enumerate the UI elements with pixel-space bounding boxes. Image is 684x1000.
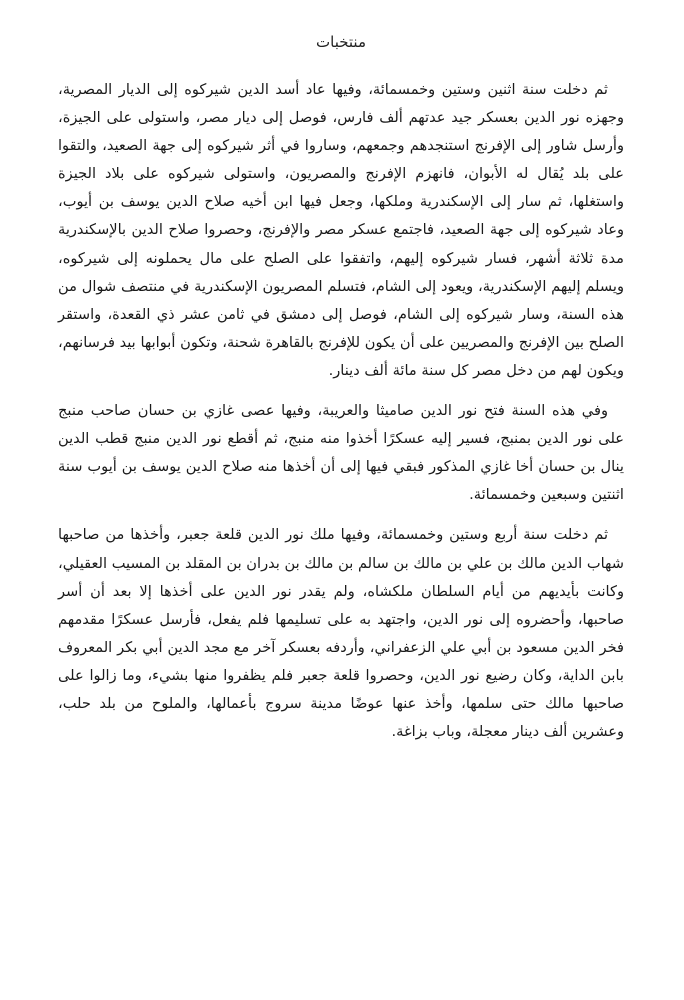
- paragraph-text: ثم دخلت سنة اثنين وستين وخمسمائة، وفيها عاد أسد الدين شيركوه إلى الديار المصرية، وجهزه نور الدين بعسكر جيد عدتهم ألف فارس، فوصل إلى ديار مصر، واستولى على الجيزة، وأرسل شاور إلى الإفرنج استنجدهم وجمعهم، وساروا في أثر شيركوه إلى جهة الصعيد، والتقوا على بلد يُقال له الأبوان، فانهزم الإفرنج والمصريون، واستولى شيركوه على بلاد الجيزة واستغلها، ثم سار إلى الإسكندرية وملكها، وجعل فيها ابن أخيه صلاح الدين يوسف بن أيوب، وعاد شيركوه إلى جهة الصعيد، فاجتمع عسكر مصر والإفرنج، وحصروا صلاح الدين بالإسكندرية مدة ثلاثة أشهر، فسار شيركوه إليهم، واتفقوا على الصلح على مال يحملونه إلى شيركوه، ويسلم إليهم الإسكندرية، ويعود إلى الشام، فتسلم المصريون الإسكندرية في منتصف شوال من هذه السنة، وسار شيركوه إلى الشام، فوصل إلى دمشق في ثامن عشر ذي القعدة، واستقر الصلح بين الإفرنج والمصريين على أن يكون للإفرنج بالقاهرة شحنة، وتكون أبوابها بيد فرسانهم، ويكون لهم من دخل مصر كل سنة مائة ألف دينار.: [58, 81, 624, 379]
- running-head-title: منتخبات: [316, 33, 366, 51]
- paragraph-text: وفي هذه السنة فتح نور الدين صاميثا والعريبة، وفيها عصى غازي بن حسان صاحب منبج على نور الدين بمنبج، فسير إليه عسكرًا أخذوا منه منبج، ثم أقطع نور الدين منبج قطب الدين ينال بن حسان أخا غازي المذكور فبقي فيها إلى أن أخذها منه صلاح الدين يوسف بن أيوب سنة اثنتين وسبعين وخمسمائة.: [58, 402, 624, 504]
- paragraph-year-562: [58, 76, 624, 385]
- paragraph-year-564: [58, 521, 624, 746]
- paragraph-manbij: [58, 397, 624, 509]
- paragraph-text: ثم دخلت سنة أربع وستين وخمسمائة، وفيها ملك نور الدين قلعة جعبر، وأخذها من صاحبها شهاب الدين مالك بن علي بن مالك بن سالم بن مالك بن بدران بن المقلد بن المسيب العقيلي، وكانت بأيديهم من أيام السلطان ملكشاه، ولم يقدر نور الدين على أخذها إلا بعد أن أسر صاحبها، وأحضروه إلى نور الدين، واجتهد به على تسليمها فلم يفعل، فأرسل عسكرًا مقدمهم فخر الدين مسعود بن أبي علي الزعفراني، وأردفه بعسكر آخر مع مجد الدين أبي بكر المعروف بابن الداية، وكان رضيع نور الدين، وحصروا قلعة جعبر فلم يظفروا منها بشيء، وما زالوا على صاحبها مالك حتى سلمها، وأخذ عنها عوضًا مدينة سروج بأعمالها، والملوح من بلد حلب، وعشرين ألف دينار معجلة، وباب بزاغة.: [58, 526, 624, 741]
